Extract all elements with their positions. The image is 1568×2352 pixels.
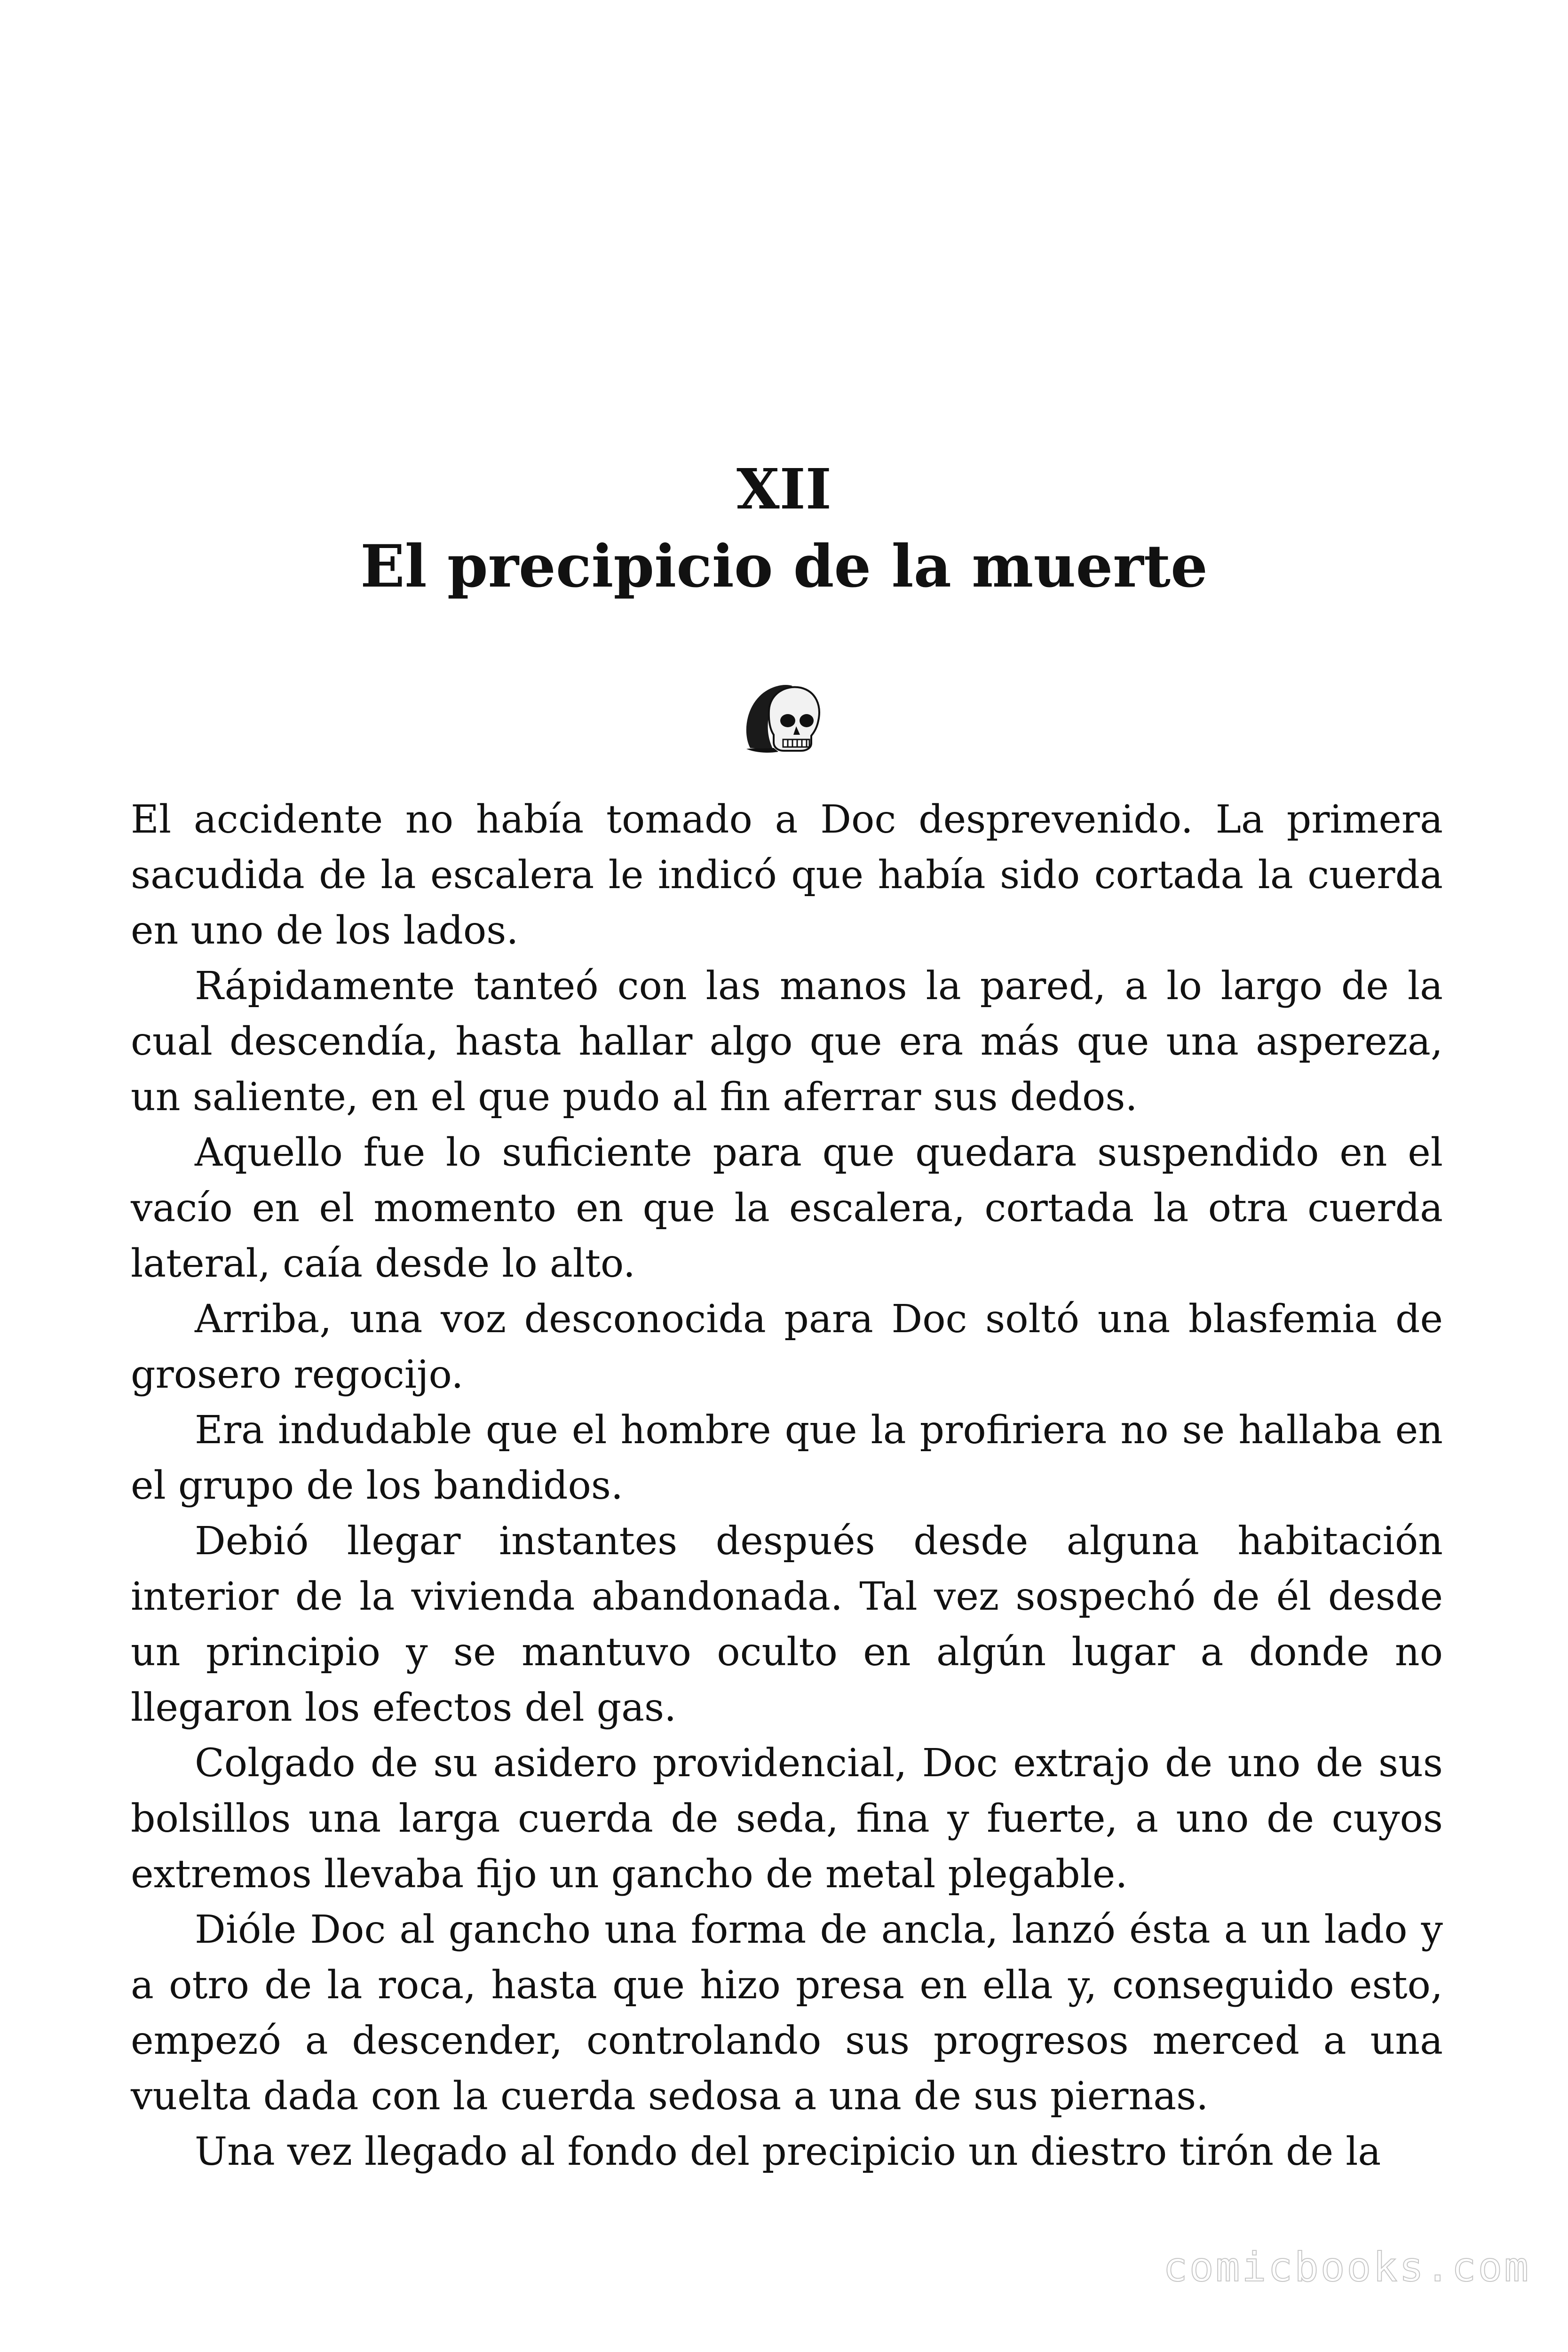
paragraph: Arriba, una voz desconocida para Doc soltó una blasfemia de grosero regocijo. (131, 1297, 1443, 1397)
chapter-number: XII (736, 456, 832, 522)
paragraph: Dióle Doc al gancho una forma de ancla, lanzó ésta a un lado y a otro de la roca, hasta que hizo presa en ella y, conseguido esto, empezó a descender, controlando sus progresos merced a una vuelta dada con la cuerda sedosa a una de sus piernas. (131, 1907, 1443, 2119)
paragraph: Debió llegar instantes después desde alguna habitación interior de la vivienda abandonada. Tal vez sospechó de él desde un principio y se mantuvo oculto en algún lugar a donde no llegaron los efectos del gas. (131, 1519, 1443, 1730)
paragraph: Una vez llegado al fondo del precipicio un diestro tirón de la (195, 2130, 1381, 2174)
body-text (131, 792, 1443, 2180)
chapter-heading (0, 452, 1568, 607)
paragraph: Rápidamente tanteó con las manos la pared, a lo largo de la cual descendía, hasta hallar algo que era más que una aspereza, un saliente, en el que pudo al fin aferrar sus dedos. (131, 964, 1443, 1120)
paragraph: Aquello fue lo suficiente para que quedara suspendido en el vacío en el momento en que la escalera, cortada la otra cuerda lateral, caía desde lo alto. (131, 1130, 1443, 1286)
chapter-title: El precipicio de la muerte (360, 532, 1208, 601)
paragraph: El accidente no había tomado a Doc desprevenido. La primera sacudida de la escalera le indicó que había sido cortada la cuerda en uno de los lados. (131, 797, 1443, 953)
paragraph: Colgado de su asidero providencial, Doc extrajo de uno de sus bolsillos una larga cuerda de seda, fina y fuerte, a uno de cuyos extremos llevaba fijo un gancho de metal plegable. (131, 1741, 1443, 1897)
watermark: comicbooks.com (1163, 2244, 1530, 2291)
skull-icon (741, 677, 825, 755)
paragraph: Era indudable que el hombre que la profiriera no se hallaba en el grupo de los bandidos. (131, 1408, 1443, 1508)
